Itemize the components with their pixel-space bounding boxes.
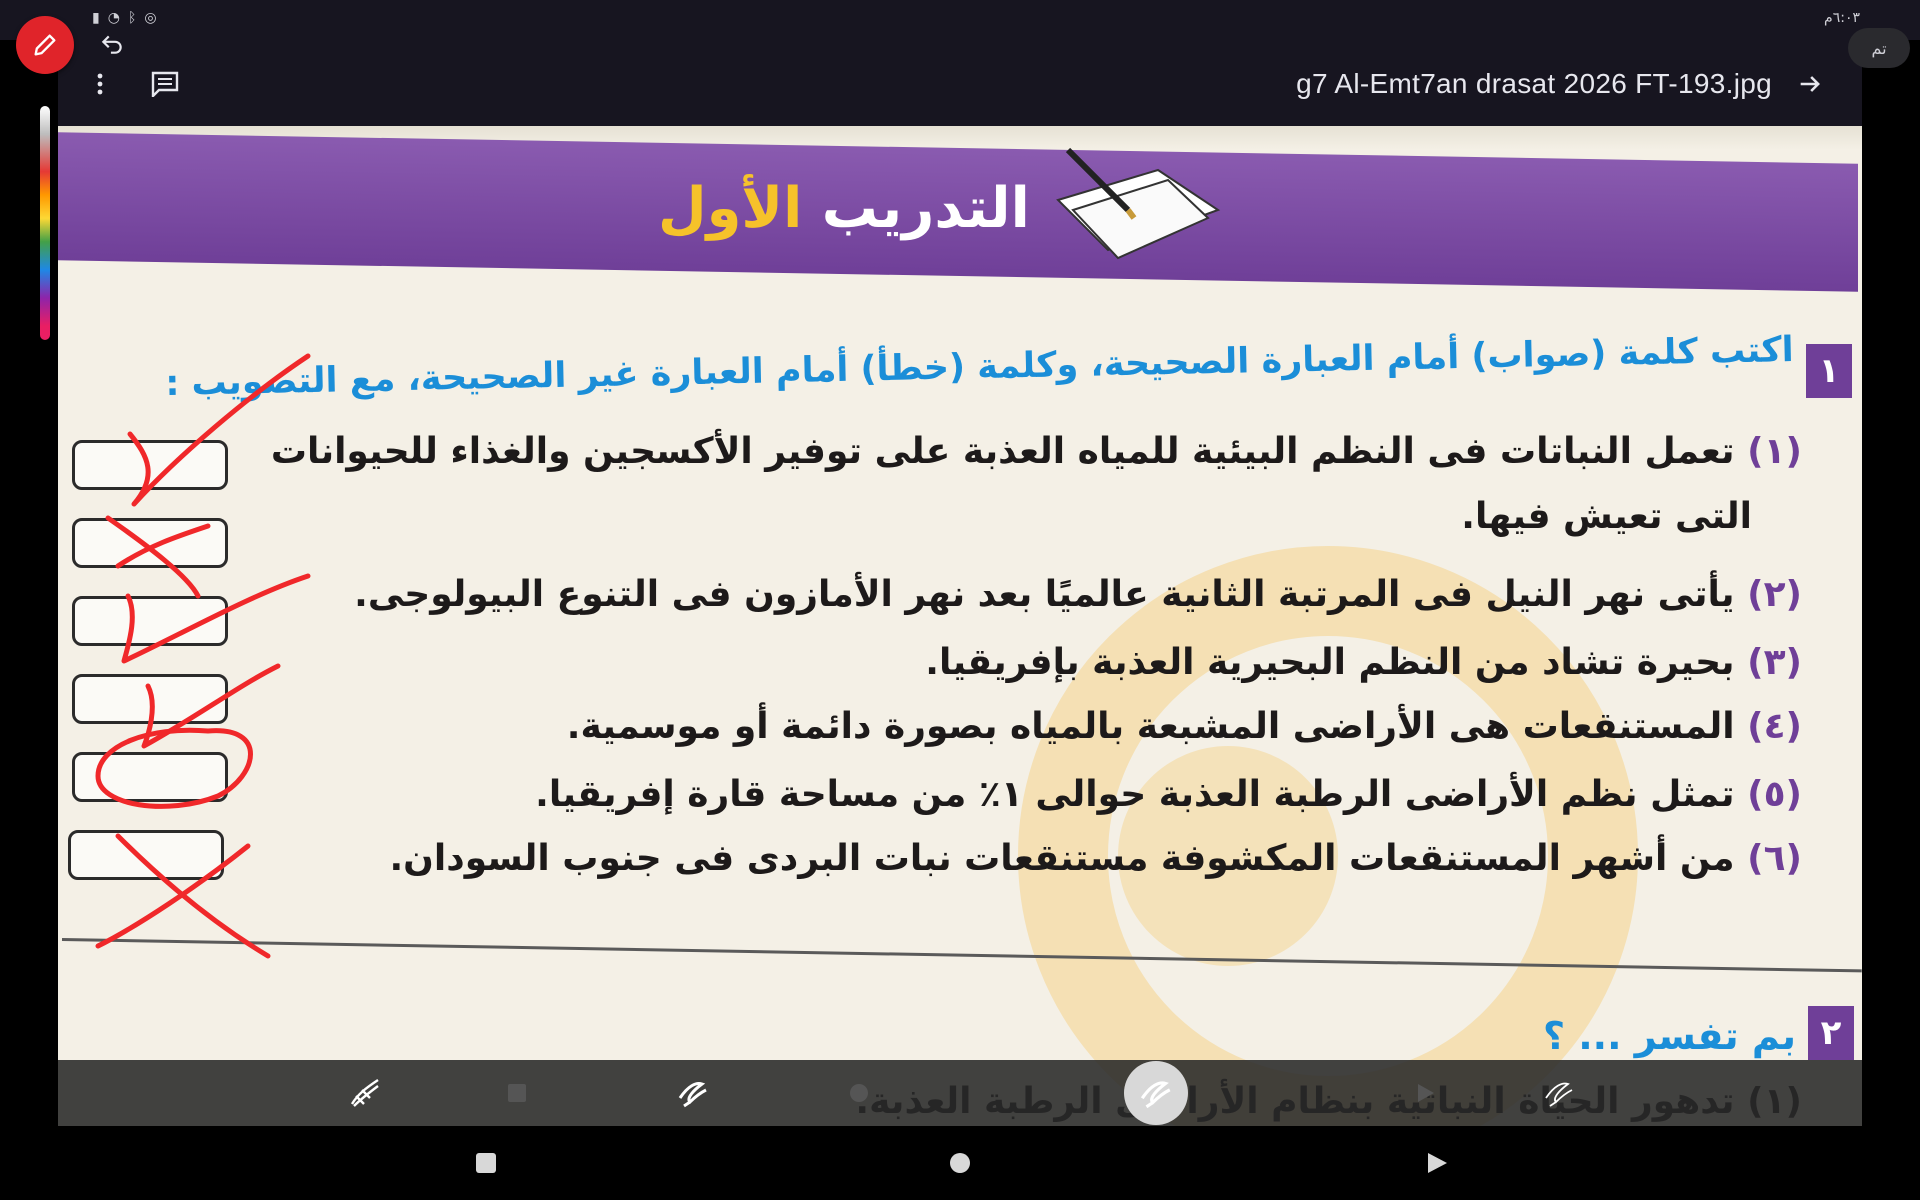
statement-1-text: تعمل النباتات فى النظم البيئية للمياه العذبة على توفير الأكسجين والغذاء للحيوانات [270, 431, 1735, 472]
statement-1-number: (١) [1747, 431, 1802, 472]
statement-5-number: (٥) [1747, 774, 1802, 815]
more-options-button[interactable] [88, 70, 112, 98]
answer-box-5 [72, 752, 228, 802]
comment-icon [151, 71, 179, 97]
record-icon [848, 1082, 870, 1104]
statement-1-continuation [1461, 496, 1752, 537]
color-picker-strip[interactable] [40, 106, 50, 340]
marker-tool-button[interactable] [1536, 1070, 1582, 1116]
bluetooth-icon: ᛒ [127, 10, 137, 26]
marker-icon [1542, 1076, 1576, 1110]
back-button[interactable] [1422, 1148, 1452, 1178]
statement-4 [567, 706, 1802, 747]
comment-button[interactable] [148, 68, 182, 100]
statement-4-text: المستنقعات هى الأراضى المشبعة بالمياه بصورة دائمة أو موسمية. [566, 706, 1735, 747]
statement-3-number: (٣) [1747, 642, 1802, 683]
question-1-number: ١ [1806, 344, 1852, 398]
system-nav-bar [0, 1126, 1920, 1200]
papers-pen-icon [1048, 140, 1228, 270]
sim-icon: ▮ [92, 10, 100, 26]
banner-title-word-1: التدريب [821, 176, 1030, 241]
answer-box-3 [72, 596, 228, 646]
statement-4-number: (٤) [1747, 706, 1802, 747]
forward-button[interactable] [1792, 66, 1828, 102]
back-icon [1425, 1151, 1449, 1175]
statement-5-text: تمثل نظم الأراضى الرطبة العذبة حوالى ١٪ من مساحة قارة إفريقيا. [535, 774, 1735, 815]
statement-6-number: (٦) [1747, 838, 1802, 879]
statement-1 [271, 431, 1802, 472]
wifi-icon: ◔ [107, 10, 120, 26]
statement-3 [925, 642, 1802, 683]
drawing-toolbar [58, 1060, 1862, 1126]
stop-icon [506, 1082, 528, 1104]
highlighter-tool-button[interactable] [1124, 1061, 1188, 1125]
done-button[interactable]: تم [1848, 28, 1910, 68]
answer-box-4 [72, 674, 228, 724]
statement-2-text: يأتى نهر النيل فى المرتبة الثانية عالميًا بعد نهر الأمازون فى التنوع البيولوجى. [354, 574, 1735, 615]
question-2-title: بم تفسر ... ؟ [1542, 1014, 1796, 1058]
statement-2 [354, 574, 1802, 615]
pen-mode-button[interactable] [16, 16, 74, 74]
banner-title-word-2: الأول [658, 176, 803, 241]
pencil-icon [31, 31, 59, 59]
statement-3-text: بحيرة تشاد من النظم البحيرية العذبة بإفريقيا. [925, 642, 1735, 683]
statement-2-number: (٢) [1747, 574, 1802, 615]
record-button[interactable] [836, 1070, 882, 1116]
eraser-icon [348, 1076, 382, 1110]
statement-6-text: من أشهر المستنقعات المكشوفة مستنقعات نبات البردى فى جنوب السودان. [389, 838, 1735, 879]
recents-button[interactable] [471, 1148, 501, 1178]
stop-button[interactable] [494, 1070, 540, 1116]
data-saver-icon: ◎ [144, 10, 157, 26]
play-icon [1414, 1082, 1436, 1104]
recents-icon [474, 1151, 498, 1175]
eraser-tool-button[interactable] [342, 1070, 388, 1116]
arrow-forward-icon [1796, 70, 1824, 98]
document-image[interactable] [58, 126, 1862, 1126]
answer-box-1 [72, 440, 228, 490]
pen-tool-button[interactable] [670, 1070, 716, 1116]
answer-box-6 [68, 830, 224, 880]
highlighter-icon [1138, 1075, 1174, 1111]
pen-icon [676, 1076, 710, 1110]
more-vert-icon [97, 73, 103, 95]
undo-icon [99, 31, 125, 57]
banner-title [658, 176, 1030, 241]
question-2-number: ٢ [1808, 1006, 1854, 1060]
status-time: ٦:٠٣م [1824, 10, 1860, 26]
undo-button[interactable] [96, 28, 128, 60]
home-button[interactable] [945, 1148, 975, 1178]
answer-box-2 [72, 518, 228, 568]
question-1-instruction: اكتب كلمة (صواب) أمام العبارة الصحيحة، وكلمة (خطأ) أمام العبارة غير الصحيحة، مع التصويب : [165, 330, 1795, 405]
home-icon [948, 1151, 972, 1175]
statement-5 [535, 774, 1802, 815]
play-button[interactable] [1402, 1070, 1448, 1116]
file-name: g7 Al-Emt7an drasat 2026 FT-193.jpg [1296, 68, 1772, 99]
status-icons [92, 10, 157, 26]
status-bar [0, 0, 1920, 40]
statement-6 [389, 838, 1802, 879]
statement-1-continuation-text: التى تعيش فيها. [1461, 496, 1752, 537]
